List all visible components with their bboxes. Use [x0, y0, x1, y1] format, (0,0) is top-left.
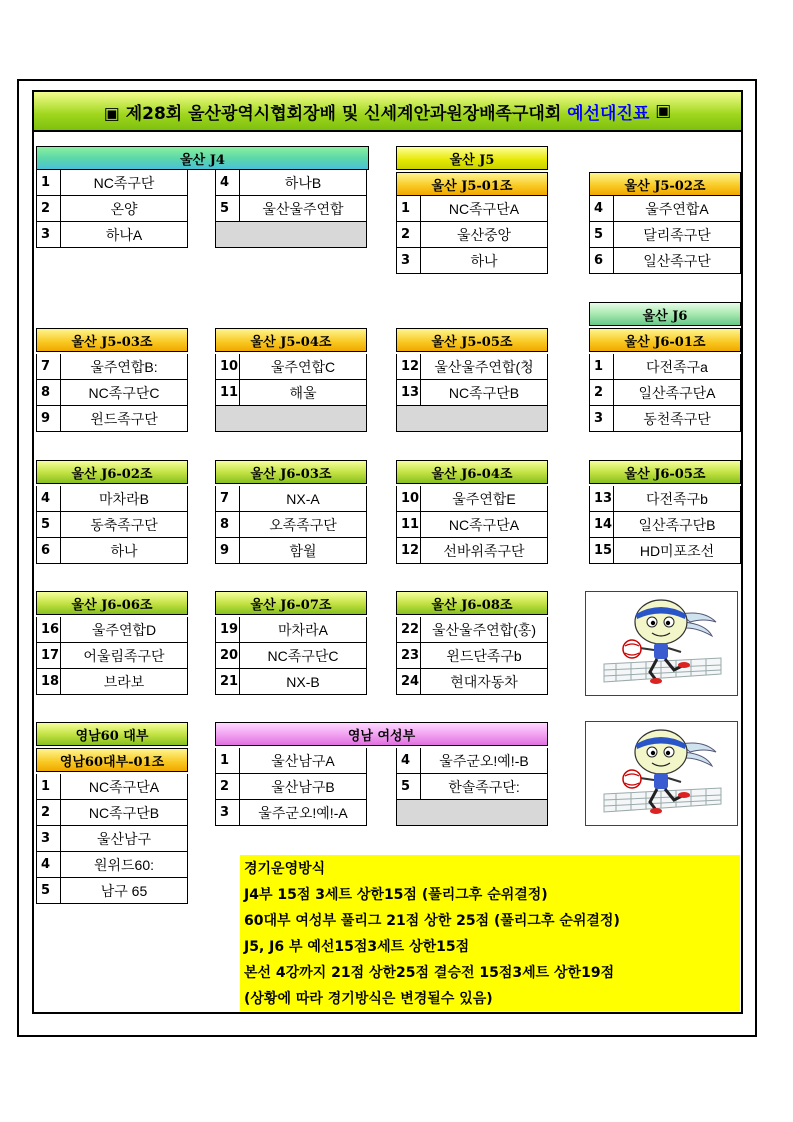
- rule-line: (상황에 따라 경기방식은 변경될수 있음): [240, 985, 740, 1011]
- team-row: [589, 354, 741, 380]
- group-header-j4: 울산 J4: [36, 146, 369, 170]
- team-row: [589, 486, 741, 512]
- group-header-j6-03: 울산 J6-03조: [215, 460, 367, 484]
- team-row: [215, 774, 367, 800]
- team-row: [36, 170, 188, 196]
- team-seed-number: 11: [397, 512, 421, 537]
- team-row: [396, 354, 548, 380]
- team-seed-number: 2: [216, 774, 240, 799]
- team-name: 울주연합D: [91, 621, 157, 638]
- team-seed-number: 5: [37, 512, 61, 537]
- team-seed-number: 9: [37, 406, 61, 431]
- team-seed-number: 3: [397, 248, 421, 273]
- team-name: 남구 65: [100, 882, 148, 899]
- team-row: [215, 669, 367, 695]
- team-row: [396, 222, 548, 248]
- team-name: 일산족구단B: [638, 516, 716, 533]
- team-name: NC족구단B: [88, 804, 160, 821]
- team-name: 하나: [110, 542, 138, 559]
- team-name: 울산울주연합(청: [434, 358, 534, 375]
- team-seed-number: 6: [37, 538, 61, 563]
- team-row: [215, 617, 367, 643]
- group-header-j5-01: 울산 J5-01조: [396, 172, 548, 196]
- team-row: [36, 800, 188, 826]
- group-header-j6-04: 울산 J6-04조: [396, 460, 548, 484]
- team-name: 해울: [289, 384, 317, 401]
- team-name: 함월: [289, 542, 317, 559]
- team-seed-number: 4: [216, 170, 240, 195]
- team-row: [396, 538, 548, 564]
- team-name: 현대자동차: [450, 673, 518, 690]
- group-header-j5-02: 울산 J5-02조: [589, 172, 741, 196]
- team-row: [396, 774, 548, 800]
- team-name: NX-B: [286, 673, 320, 690]
- team-row: [589, 406, 741, 432]
- team-name: NC족구단C: [267, 647, 339, 664]
- team-name: 마차라B: [99, 490, 149, 507]
- group-header-j6-06: 울산 J6-06조: [36, 591, 188, 615]
- team-seed-number: 5: [397, 774, 421, 799]
- team-name: NC족구단A: [448, 200, 520, 217]
- team-name: NC족구단A: [448, 516, 520, 533]
- group-header-j5-03: 울산 J5-03조: [36, 328, 188, 352]
- rule-line: 60대부 여성부 풀리그 21점 상한 25점 (풀리그후 순위결정): [240, 907, 740, 933]
- team-row: [589, 512, 741, 538]
- team-row: [36, 774, 188, 800]
- team-seed-number: 5: [590, 222, 614, 247]
- team-seed-number: 4: [37, 486, 61, 511]
- team-seed-number: 7: [216, 486, 240, 511]
- team-seed-number: 3: [37, 222, 61, 247]
- jokgu-mascot-icon: [586, 592, 737, 695]
- team-row: [396, 669, 548, 695]
- team-row: [36, 222, 188, 248]
- team-row: [396, 643, 548, 669]
- team-name: 다전족구b: [646, 490, 708, 507]
- team-row: [589, 248, 741, 274]
- group-header-j6-07: 울산 J6-07조: [215, 591, 367, 615]
- team-row: [396, 486, 548, 512]
- team-name: 울산남구B: [271, 778, 335, 795]
- team-name: 선바위족구단: [443, 542, 525, 559]
- team-seed-number: 1: [397, 196, 421, 221]
- team-name: 하나: [470, 252, 498, 269]
- rule-line: J4부 15점 3세트 상한15점 (풀리그후 순위결정): [240, 881, 740, 907]
- group-header-j6-08: 울산 J6-08조: [396, 591, 548, 615]
- team-name: 울산남구: [96, 830, 152, 847]
- team-name: NC족구단B: [448, 384, 520, 401]
- team-seed-number: 23: [397, 643, 421, 668]
- title-suffix: ▣: [649, 101, 672, 121]
- group-header-yn60-01: 영남60대부-01조: [36, 748, 188, 772]
- team-row: [36, 538, 188, 564]
- team-row: [36, 878, 188, 904]
- team-row: [589, 196, 741, 222]
- team-seed-number: 12: [397, 354, 421, 379]
- team-row: [36, 406, 188, 432]
- team-row: [589, 380, 741, 406]
- team-seed-number: 19: [216, 617, 240, 642]
- group-header-j5-05: 울산 J5-05조: [396, 328, 548, 352]
- team-name: NX-A: [286, 490, 320, 507]
- team-name: 브라보: [103, 673, 145, 690]
- team-seed-number: 10: [216, 354, 240, 379]
- group-header-yn60: 영남60 대부: [36, 722, 188, 746]
- team-name: 울주군오!예!-A: [258, 804, 348, 821]
- team-row: [215, 643, 367, 669]
- empty-slot: [215, 406, 367, 432]
- team-seed-number: 5: [216, 196, 240, 221]
- team-row: [396, 380, 548, 406]
- team-seed-number: 2: [590, 380, 614, 405]
- team-seed-number: 8: [37, 380, 61, 405]
- team-name: 울주연합A: [645, 200, 709, 217]
- team-seed-number: 21: [216, 669, 240, 694]
- team-seed-number: 4: [397, 748, 421, 773]
- team-seed-number: 3: [37, 826, 61, 851]
- team-row: [215, 486, 367, 512]
- team-seed-number: 2: [37, 196, 61, 221]
- team-seed-number: 11: [216, 380, 240, 405]
- group-header-j6-01: 울산 J6-01조: [589, 328, 741, 352]
- team-name: 동축족구단: [90, 516, 158, 533]
- team-seed-number: 2: [397, 222, 421, 247]
- team-row: [396, 196, 548, 222]
- rules-heading: 경기운영방식: [240, 855, 740, 881]
- team-seed-number: 3: [590, 406, 614, 431]
- team-seed-number: 1: [37, 170, 61, 195]
- team-seed-number: 3: [216, 800, 240, 825]
- team-name: 온양: [110, 200, 138, 217]
- team-seed-number: 2: [37, 800, 61, 825]
- rule-line: 본선 4강까지 21점 상한25점 결승전 15점3세트 상한19점: [240, 959, 740, 985]
- team-name: 원위드60:: [93, 856, 155, 873]
- team-seed-number: 10: [397, 486, 421, 511]
- team-row: [215, 354, 367, 380]
- team-name: 울주군오!예!-B: [439, 752, 529, 769]
- team-row: [36, 826, 188, 852]
- team-seed-number: 22: [397, 617, 421, 642]
- empty-slot: [396, 800, 548, 826]
- title-prefix: ▣ 제28회 울산광역시협회장배 및 신세계안과원장배족구대회: [103, 103, 568, 124]
- team-row: [215, 170, 367, 196]
- team-seed-number: 24: [397, 669, 421, 694]
- team-seed-number: 4: [590, 196, 614, 221]
- title-highlight: 예선대진표: [567, 103, 650, 124]
- team-row: [36, 196, 188, 222]
- team-row: [36, 354, 188, 380]
- team-row: [36, 486, 188, 512]
- team-seed-number: 12: [397, 538, 421, 563]
- match-rules: [240, 855, 740, 1011]
- team-name: 울주연합B:: [90, 358, 158, 375]
- team-name: NC족구단C: [88, 384, 160, 401]
- team-name: 울주연합C: [270, 358, 336, 375]
- team-name: 울산남구A: [271, 752, 335, 769]
- group-header-j5: 울산 J5: [396, 146, 548, 170]
- team-name: 윈드단족구b: [446, 647, 522, 664]
- team-seed-number: 8: [216, 512, 240, 537]
- team-row: [36, 380, 188, 406]
- page-title: [34, 92, 741, 132]
- group-header-yn-women: 영남 여성부: [215, 722, 548, 746]
- team-seed-number: 5: [37, 878, 61, 903]
- team-name: 울주연합E: [452, 490, 516, 507]
- team-name: NC족구단A: [88, 778, 160, 795]
- team-name: 동천족구단: [643, 410, 711, 427]
- team-name: 오족족구단: [269, 516, 337, 533]
- team-name: 달리족구단: [643, 226, 711, 243]
- team-name: NC족구단: [93, 174, 155, 191]
- team-row: [215, 196, 367, 222]
- team-row: [215, 380, 367, 406]
- group-header-j6-05: 울산 J6-05조: [589, 460, 741, 484]
- team-row: [36, 512, 188, 538]
- team-seed-number: 13: [590, 486, 614, 511]
- team-row: [215, 748, 367, 774]
- team-seed-number: 16: [37, 617, 61, 642]
- group-header-j6-02: 울산 J6-02조: [36, 460, 188, 484]
- team-name: 일산족구단: [643, 252, 711, 269]
- team-seed-number: 17: [37, 643, 61, 668]
- team-seed-number: 13: [397, 380, 421, 405]
- team-name: 울산울주연합: [262, 200, 344, 217]
- team-row: [589, 222, 741, 248]
- team-seed-number: 18: [37, 669, 61, 694]
- team-name: 일산족구단A: [638, 384, 716, 401]
- team-seed-number: 1: [37, 774, 61, 799]
- team-name: 마차라A: [278, 621, 328, 638]
- team-name: 울산중앙: [456, 226, 512, 243]
- team-row: [215, 800, 367, 826]
- group-header-j6: 울산 J6: [589, 302, 741, 326]
- team-seed-number: 15: [590, 538, 614, 563]
- empty-slot: [215, 222, 367, 248]
- team-row: [36, 852, 188, 878]
- team-row: [396, 248, 548, 274]
- team-row: [36, 669, 188, 695]
- rule-line: J5, J6 부 예선15점3세트 상한15점: [240, 933, 740, 959]
- team-name: 다전족구a: [646, 358, 708, 375]
- team-row: [36, 617, 188, 643]
- team-seed-number: 1: [216, 748, 240, 773]
- team-name: 한솔족구단:: [448, 778, 520, 795]
- team-row: [396, 512, 548, 538]
- team-seed-number: 4: [37, 852, 61, 877]
- mascot-image-1: [585, 591, 738, 696]
- team-name: 윈드족구단: [90, 410, 158, 427]
- team-row: [589, 538, 741, 564]
- team-name: HD미포조선: [639, 542, 715, 559]
- team-seed-number: 7: [37, 354, 61, 379]
- mascot-image-2: [585, 721, 738, 826]
- jokgu-mascot-icon: [586, 722, 737, 825]
- team-name: 하나A: [105, 226, 143, 243]
- team-name: 어울림족구단: [83, 647, 165, 664]
- team-row: [215, 512, 367, 538]
- team-row: [396, 748, 548, 774]
- team-row: [36, 643, 188, 669]
- team-seed-number: 20: [216, 643, 240, 668]
- team-seed-number: 14: [590, 512, 614, 537]
- team-row: [215, 538, 367, 564]
- empty-slot: [396, 406, 548, 432]
- team-seed-number: 9: [216, 538, 240, 563]
- team-seed-number: 1: [590, 354, 614, 379]
- group-header-j5-04: 울산 J5-04조: [215, 328, 367, 352]
- team-row: [396, 617, 548, 643]
- team-name: 하나B: [284, 174, 322, 191]
- team-name: 울산울주연합(홍): [432, 621, 536, 638]
- team-seed-number: 6: [590, 248, 614, 273]
